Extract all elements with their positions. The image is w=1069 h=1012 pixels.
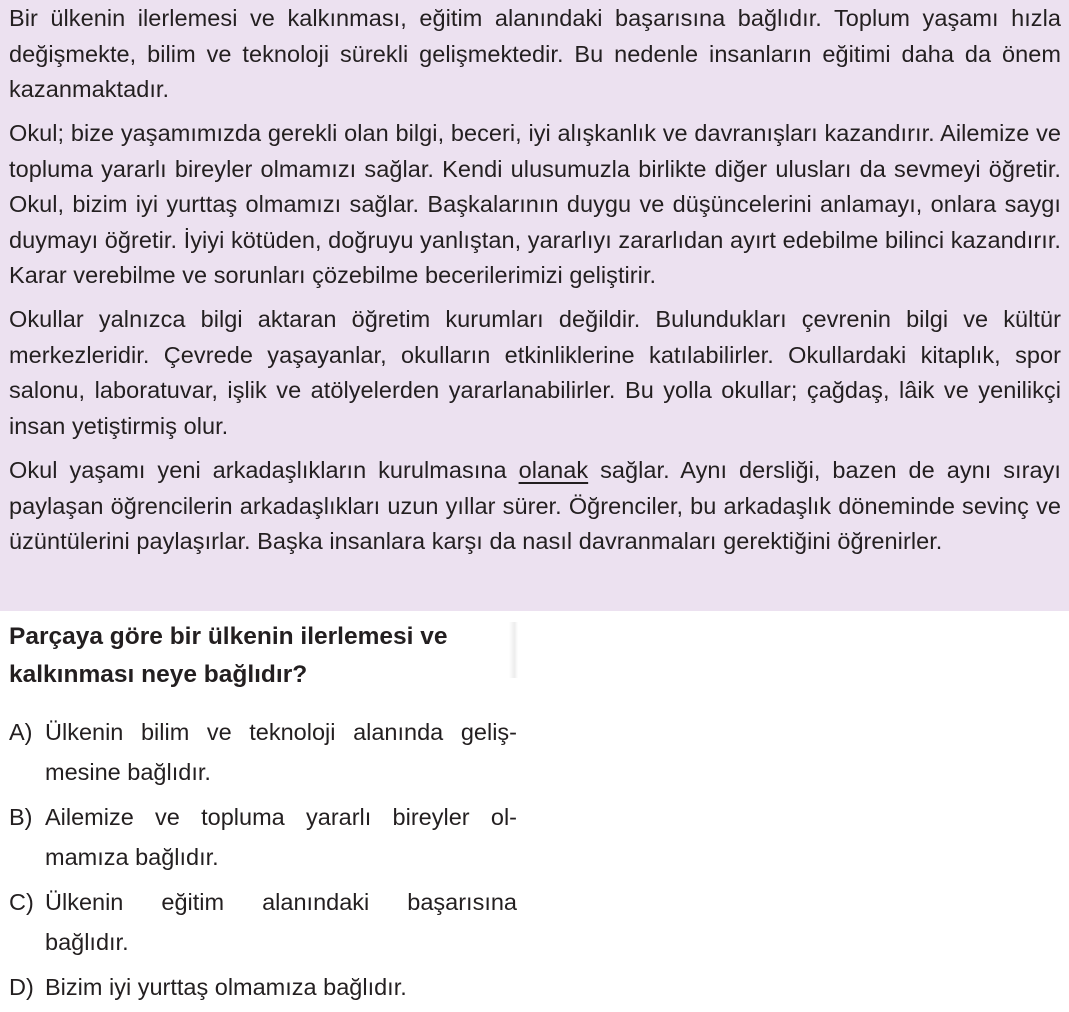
- option-text: [45, 797, 517, 877]
- passage-paragraph-3: Okullar yalnızca bilgi aktaran öğretim kurumları değildir. Bulundukları çevrenin bilgi ve kültür merkezleridir. Çevrede yaşayanlar, okulların etkinliklerine katılabilirler. Okullardaki kitaplık, spor salonu, laboratuvar, işlik ve atölyelerden yararlanabilirler. Bu yolla okullar; çağdaş, lâik ve yenilikçi insan yetiştirmiş olur.: [9, 306, 1061, 439]
- option-text-line-1: Ailemize ve topluma yararlı bireyler ol-: [45, 804, 517, 830]
- option-letter: C): [9, 889, 34, 915]
- passage-paragraph-2: Okul; bize yaşamımızda gerekli olan bilgi, beceri, iyi alışkanlık ve davranışları kazandırır. Ailemize ve topluma yararlı bireyler olmamızı sağlar. Kendi ulusumuzla birlikte diğer ulusları da sevmeyi öğretir. Okul, bizim iyi yurttaş olmamızı sağlar. Başkalarının duygu ve düşüncelerini anlamayı, onlara saygı duymayı öğretir. İyiyi kötüden, doğruyu yanlıştan, yararlıyı zararlıdan ayırt edebilme bilinci kazandırır. Karar verebilme ve sorunları çözebilme becerilerimizi geliştirir.: [9, 120, 1061, 288]
- option-text-line-1: Ülkenin bilim ve teknoloji alanında geliş-: [45, 719, 517, 745]
- question-stem: [9, 618, 517, 694]
- underlined-word: olanak: [518, 457, 589, 483]
- answer-options: [9, 712, 517, 1012]
- option-letter: D): [9, 974, 34, 1000]
- option-text-line-2: mamıza bağlıdır.: [45, 844, 219, 870]
- passage-paragraph-4: [9, 453, 1061, 560]
- option-text-line-2: bağlıdır.: [45, 929, 129, 955]
- option-text-line-2: mesine bağlıdır.: [45, 759, 211, 785]
- option-a[interactable]: [9, 712, 517, 792]
- passage-paragraph-1: Bir ülkenin ilerlemesi ve kalkınması, eğitim alanındaki başarısına bağlıdır. Toplum yaşamı hızla değişmekte, bilim ve teknoloji sürekli gelişmektedir. Bu nedenle insanların eğitimi daha da önem kazanmaktadır.: [9, 5, 1061, 102]
- option-d[interactable]: [9, 967, 517, 1007]
- option-text-line-1: Ülkenin eğitim alanındaki başarısına: [45, 889, 517, 915]
- question-line-1: Parçaya göre bir ülkenin ilerlemesi ve: [9, 623, 448, 650]
- page-curl-shadow: [509, 622, 518, 678]
- option-text-line-1: Bizim iyi yurttaş olmamıza bağlıdır.: [45, 974, 407, 1000]
- passage-p4-text-start: Okul yaşamı yeni arkadaşlıkların kurulmasına: [9, 457, 519, 483]
- option-letter: A): [9, 719, 33, 745]
- option-letter: B): [9, 804, 33, 830]
- passage-p4-text-end: sağlar. Aynı dersliği, bazen de aynı sırayı paylaşan öğrencilerin arkadaşlıkları uzun yıllar sürer. Öğrenciler, bu arkadaşlık döneminde sevinç ve üzüntülerini paylaşırlar. Başka insanlara karşı da nasıl davranmaları gerektiğini öğrenirler.: [9, 457, 1061, 554]
- option-text: [45, 712, 517, 792]
- option-c[interactable]: [9, 882, 517, 962]
- option-b[interactable]: [9, 797, 517, 877]
- option-text: [45, 967, 517, 1007]
- question-line-2: kalkınması neye bağlıdır?: [9, 661, 308, 688]
- option-text: [45, 882, 517, 962]
